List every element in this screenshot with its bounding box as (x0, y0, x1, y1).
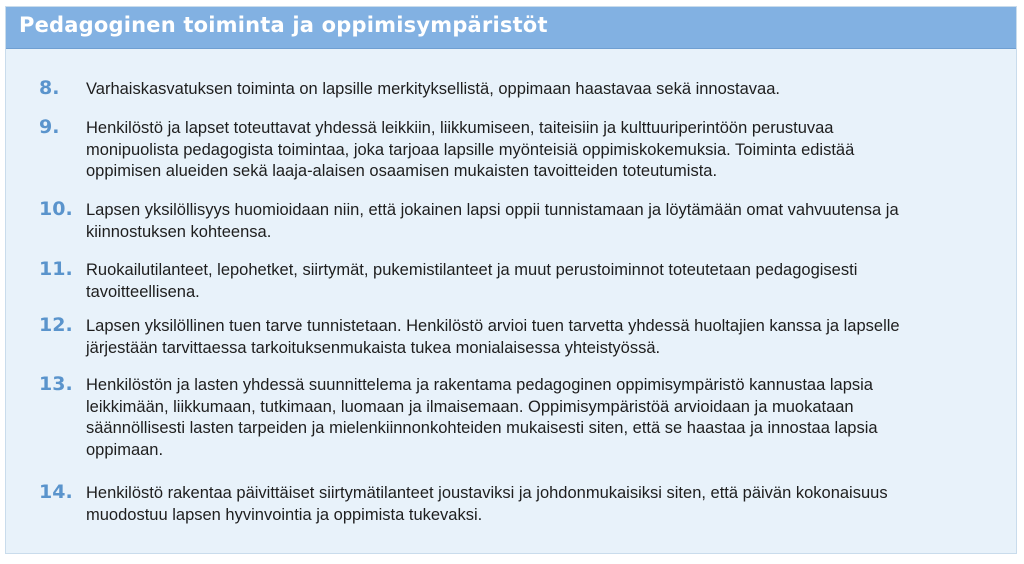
item-text-line: Henkilöstön ja lasten yhdessä suunnittelema ja rakentama pedagoginen oppimisympäristö kannustaa lapsia (86, 376, 873, 394)
item-number: 8. (39, 77, 60, 99)
item-text-line: leikkimään, liikkumaan, tutkimaan, luomaan ja ilmaisemaan. Oppimisympäristöä arvioidaan ja muokataan (86, 397, 854, 416)
section-title: Pedagoginen toiminta ja oppimisympäristöt (19, 13, 548, 37)
item-text-line: tavoitteellisena. (86, 282, 200, 301)
item-text-line: oppimaan. (86, 440, 164, 459)
section-header (6, 7, 1016, 49)
item-number: 9. (39, 116, 60, 138)
item-text (86, 200, 976, 243)
item-text-line: Henkilöstö ja lapset toteuttavat yhdessä leikkiin, liikkumiseen, taiteisiin ja kulttuuriperintöön perustuvaa (86, 119, 834, 137)
item-number: 13. (39, 373, 73, 395)
item-text-line: Lapsen yksilöllinen tuen tarve tunnistetaan. Henkilöstö arvioi tuen tarvetta yhdessä huoltajien kanssa ja lapselle (86, 317, 900, 335)
item-text (86, 316, 976, 359)
item-number: 10. (39, 198, 73, 220)
item-text-line: kiinnostuksen kohteensa. (86, 222, 272, 241)
item-text-line: Lapsen yksilöllisyys huomioidaan niin, että jokainen lapsi oppii tunnistamaan ja löytämään omat vahvuutensa ja (86, 201, 899, 219)
item-text-line: monipuolista pedagogista toimintaa, joka tarjoaa lapsille myönteisiä oppimiskokemuksia. Toiminta edistää (86, 140, 855, 159)
item-text-line: järjestään tarvittaessa tarkoituksenmukaista tukea monialaisessa yhteistyössä. (86, 338, 661, 357)
item-text-line: oppimisen alueiden sekä laaja-alaisen osaamisen mukaisten tavoitteiden toteutumista. (86, 162, 718, 180)
criteria-panel (5, 6, 1017, 554)
item-text-line: Varhaiskasvatuksen toiminta on lapsille merkityksellistä, oppimaan haastavaa sekä innostavaa. (86, 80, 780, 98)
item-number: 12. (39, 314, 73, 336)
item-text (86, 118, 976, 183)
item-text (86, 483, 976, 526)
item-text (86, 79, 976, 101)
item-text (86, 375, 976, 461)
item-text (86, 260, 976, 303)
item-text-line: muodostuu lapsen hyvinvointia ja oppimista tukevaksi. (86, 505, 483, 524)
item-text-line: säännöllisesti lasten tarpeiden ja mielenkiinnonkohteiden mukaisesti siten, että se haastaa ja innostaa lapsia (86, 419, 878, 437)
item-text-line: Henkilöstö rakentaa päivittäiset siirtymätilanteet joustaviksi ja johdonmukaisiksi siten, että päivän kokonaisuus (86, 484, 888, 502)
item-text-line: Ruokailutilanteet, lepohetket, siirtymät, pukemistilanteet ja muut perustoiminnot toteutetaan pedagogisesti (86, 261, 858, 279)
item-number: 11. (39, 258, 73, 280)
item-number: 14. (39, 481, 73, 503)
